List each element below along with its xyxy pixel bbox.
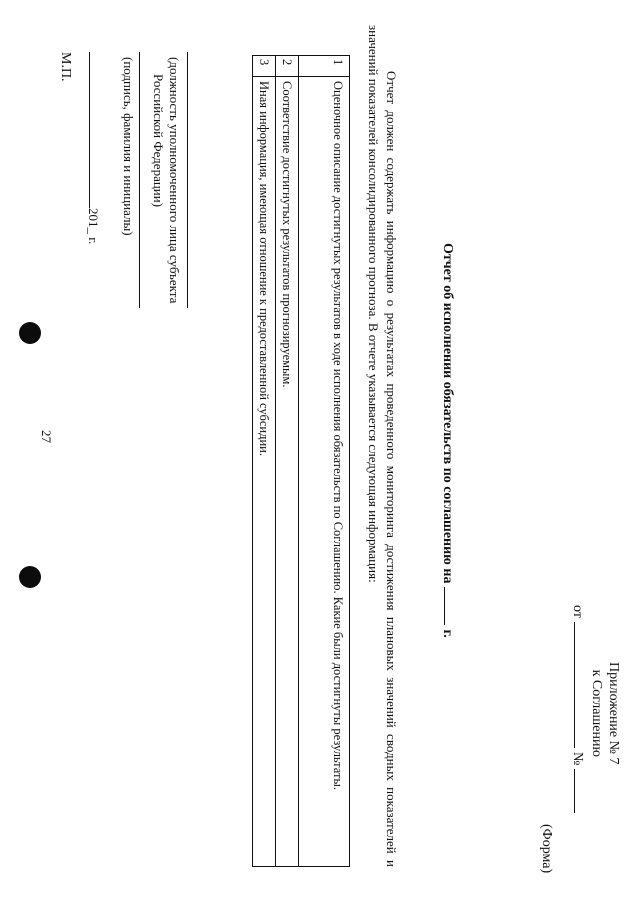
signature-caption: (подпись, фамилия и инициалы) xyxy=(121,57,136,236)
intro-paragraph: Отчет должен содержать информацию о результатах проведенного мониторинга достижения плановых значений сводных показателей и значений показателей консолидированного прогноза. В отчете указывается следующая информация: xyxy=(366,25,399,867)
item-number: 2 xyxy=(276,56,299,77)
form-label: (Форма) xyxy=(539,824,554,874)
items-table xyxy=(252,55,350,867)
from-label: от xyxy=(570,605,585,618)
table-row xyxy=(276,56,299,867)
number-label: № xyxy=(570,751,585,766)
date-blank xyxy=(574,622,588,748)
report-title-text: Отчет об исполнении обязательств по соглашению на xyxy=(440,243,455,584)
appendix-number: Приложение № 7 xyxy=(606,662,621,765)
date-year: 201_ г. xyxy=(86,208,101,245)
page-number: 27 xyxy=(39,430,54,443)
appendix-from-line xyxy=(569,605,588,813)
item-text: Соответствие достигнутых результатов прогнозируемым. xyxy=(276,77,299,867)
date-line xyxy=(85,52,103,244)
report-title xyxy=(439,243,458,638)
report-title-year: г. xyxy=(440,629,455,638)
item-number: 3 xyxy=(253,56,276,77)
item-text: Оценочное описание достигнутых результатов в ходе исполнения обязательств по Соглашению. Какие были достигнуты результаты. xyxy=(299,77,350,867)
date-line-blank xyxy=(89,52,103,208)
appendix-block xyxy=(588,662,622,765)
signature-line xyxy=(139,52,140,308)
table-row xyxy=(299,56,350,867)
item-text: Иная информация, имеющая отношение к предоставленной субсидии. xyxy=(253,77,276,867)
item-number: 1 xyxy=(299,56,350,77)
position-caption-line2: Российской Федерации) xyxy=(151,74,166,208)
table-row xyxy=(253,56,276,867)
stamp-label: М.П. xyxy=(58,52,73,82)
position-caption-line1: (должность уполномоченного лица субъекта xyxy=(167,57,182,304)
position-caption xyxy=(150,57,182,303)
title-date-blank xyxy=(444,587,458,625)
number-blank xyxy=(574,769,588,813)
appendix-agreement: к Соглашению xyxy=(589,669,604,757)
position-line xyxy=(187,52,188,308)
